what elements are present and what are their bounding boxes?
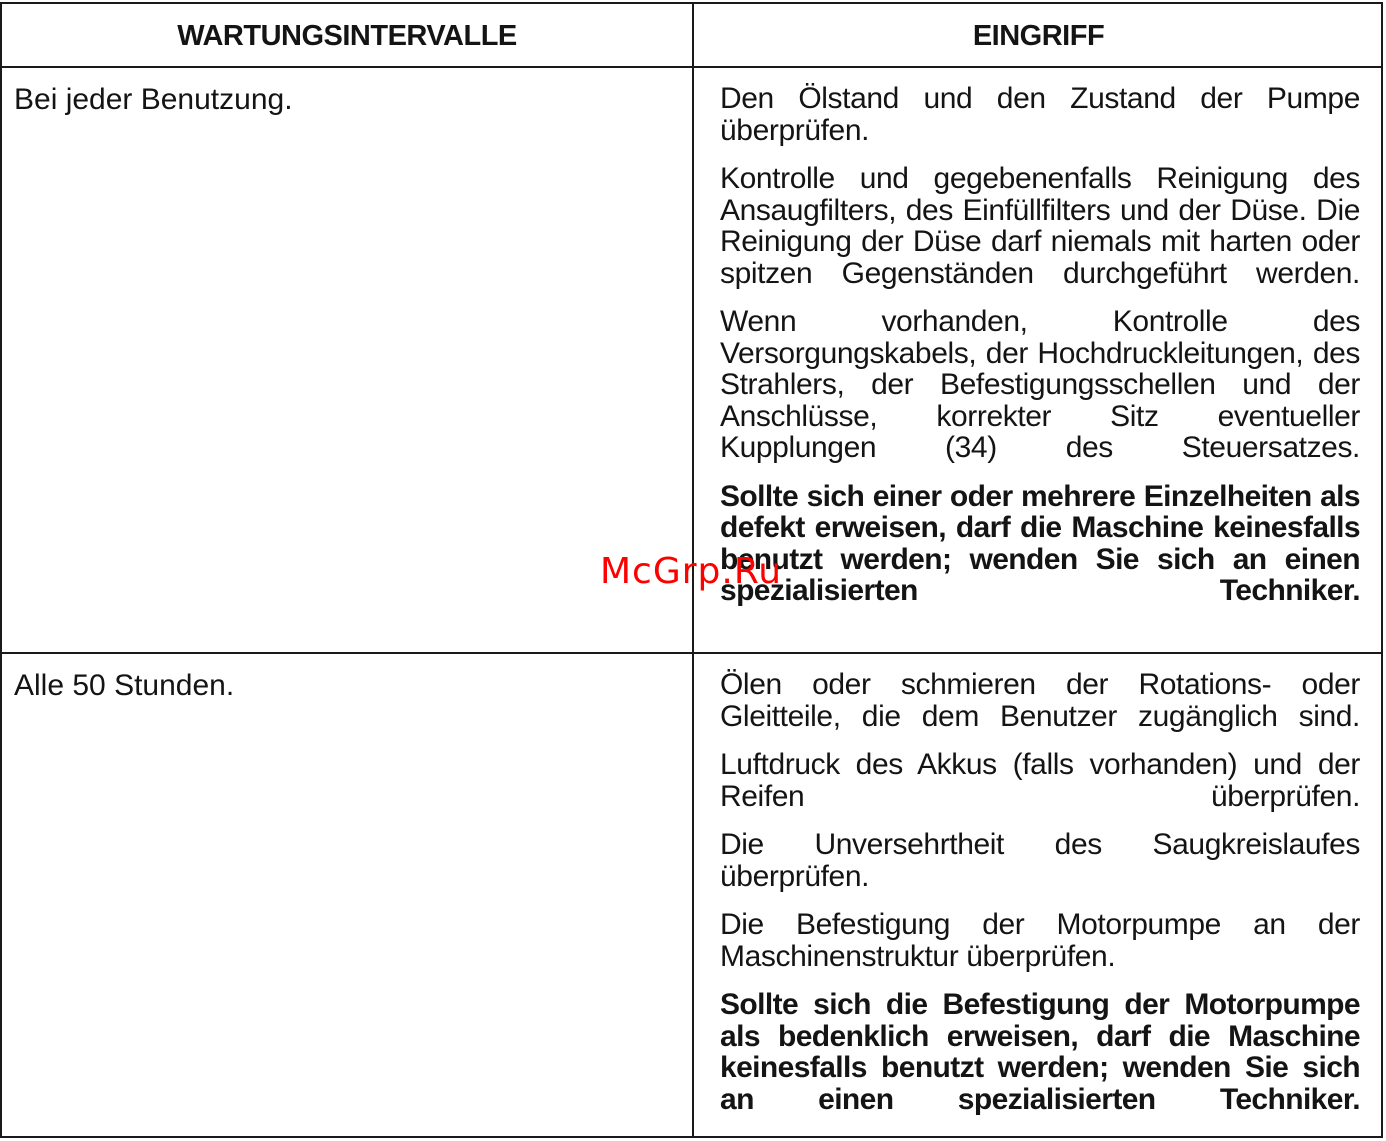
action-warning-mount: Sollte sich die Befestigung der Motorpumpe als bedenklich erweisen, darf die Maschine keinesfalls benutzt werden; wenden Sie sich an einen spezialisierten Techniker. bbox=[720, 988, 1360, 1116]
header-action: EINGRIFF bbox=[972, 20, 1105, 52]
header-maintenance-intervals: WARTUNGSINTERVALLE bbox=[177, 20, 517, 52]
column-divider bbox=[692, 654, 694, 1136]
action-warning-defect: Sollte sich einer oder mehrere Einzelheiten als defekt erweisen, darf die Maschine keinesfalls benutzt werden; wenden Sie sich an einen spezialisierten Techniker. bbox=[720, 479, 1360, 607]
action-check-air-pressure: Luftdruck des Akkus (falls vorhanden) und der Reifen überprüfen. bbox=[720, 748, 1360, 813]
table-row bbox=[2, 654, 1381, 1136]
action-cell-50-hours bbox=[720, 669, 1360, 1132]
action-cell-each-use bbox=[720, 83, 1360, 624]
action-lubricate-parts: Ölen oder schmieren der Rotations- oder Gleitteile, die dem Benutzer zugänglich sind. bbox=[720, 668, 1360, 733]
interval-cell-each-use: Bei jeder Benutzung. bbox=[14, 83, 293, 116]
interval-cell-50-hours: Alle 50 Stunden. bbox=[14, 669, 235, 702]
action-check-motor-pump-mount: Die Befestigung der Motorpumpe an der Maschinenstruktur überprüfen. bbox=[720, 908, 1360, 973]
action-check-suction-circuit: Die Unversehrtheit des Saugkreislaufes überprüfen. bbox=[720, 828, 1360, 893]
action-check-cables-hoses: Wenn vorhanden, Kontrolle des Versorgungskabels, der Hochdruckleitungen, des Strahlers, der Befestigungsschellen und der Anschlüsse, korrekter Sitz eventueller Kupplungen (34) des Steuersatzes. bbox=[720, 305, 1360, 464]
watermark: McGrp.Ru bbox=[600, 551, 783, 592]
action-check-oil-pump: Den Ölstand und den Zustand der Pumpe überprüfen. bbox=[720, 82, 1360, 147]
table-header-row bbox=[2, 4, 1381, 68]
column-divider bbox=[692, 4, 694, 66]
action-check-clean-filters: Kontrolle und gegebenenfalls Reinigung des Ansaugfilters, des Einfüllfilters und der Düse. Die Reinigung der Düse darf niemals mit harten oder spitzen Gegenständen durchgeführt werden. bbox=[720, 162, 1360, 290]
